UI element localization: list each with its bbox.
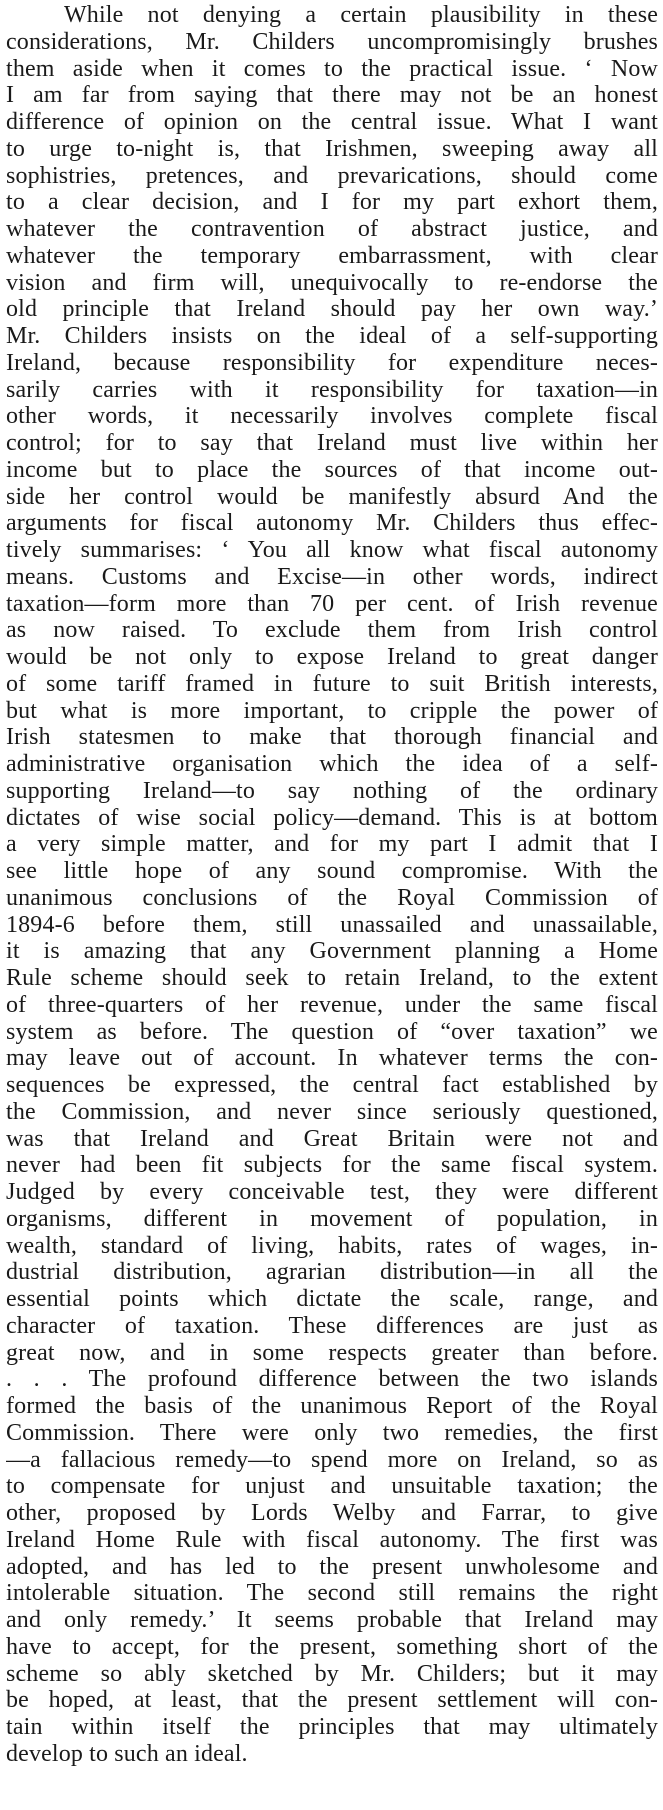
text-line: scheme so ably sketched by Mr. Childers; but it may [6, 1660, 658, 1687]
text-line: as now raised. To exclude them from Irish control [6, 617, 658, 644]
text-line: side her control would be manifestly absurd And the [6, 483, 658, 510]
text-line: essential points which dictate the scale, range, and [6, 1286, 658, 1312]
text-line: income but to place the sources of that income out- [6, 456, 658, 483]
text-line: see little hope of any sound compromise. With the [6, 858, 658, 884]
text-line: Mr. Childers insists on the ideal of a self-supporting [6, 323, 658, 349]
text-line: tively summarises: ‘ You all know what fiscal autonomy [6, 537, 658, 563]
text-line: system as before. The question of “over taxation” we [6, 1018, 658, 1045]
document-page [6, 0, 658, 1810]
text-line: whatever the contravention of abstract justice, and [6, 216, 658, 242]
text-line: control; for to say that Ireland must live within her [6, 430, 658, 456]
text-line: the Commission, and never since seriously questioned, [6, 1098, 658, 1125]
text-line: supporting Ireland—to say nothing of the ordinary [6, 777, 658, 804]
text-line: administrative organisation which the idea of a self- [6, 751, 658, 777]
text-line: —a fallacious remedy—to spend more on Ireland, so as [6, 1446, 658, 1473]
text-line: and only remedy.’ It seems probable that Ireland may [6, 1607, 658, 1633]
text-line: Irish statesmen to make that thorough financial and [6, 724, 658, 751]
text-line: dustrial distribution, agrarian distribution—in all the [6, 1259, 658, 1286]
text-line: Rule scheme should seek to retain Ireland, to the extent [6, 965, 658, 991]
text-line: . . . The profound difference between the two islands [6, 1366, 658, 1393]
text-line: difference of opinion on the central issue. What I want [6, 109, 658, 135]
text-line: to compensate for unjust and unsuitable taxation; the [6, 1473, 658, 1500]
text-line: have to accept, for the present, something short of the [6, 1633, 658, 1660]
text-line: Commission. There were only two remedies, the first [6, 1419, 658, 1446]
text-line: unanimous conclusions of the Royal Commission of [6, 884, 658, 911]
text-line: other words, it necessarily involves complete fiscal [6, 403, 658, 430]
text-line: considerations, Mr. Childers uncompromisingly brushes [6, 28, 658, 55]
text-line: great now, and in some respects greater than before. [6, 1339, 658, 1366]
text-line: vision and firm will, unequivocally to re-endorse the [6, 269, 658, 296]
text-line: tain within itself the principles that may ultimately [6, 1714, 658, 1740]
text-line: arguments for fiscal autonomy Mr. Childers thus effec- [6, 510, 658, 537]
text-line: Judged by every conceivable test, they were different [6, 1179, 658, 1205]
text-line: would be not only to expose Ireland to great danger [6, 644, 658, 670]
text-line: formed the basis of the unanimous Report of the Royal [6, 1393, 658, 1419]
text-line: be hoped, at least, that the present settlement will con- [6, 1687, 658, 1714]
text-line: means. Customs and Excise—in other words, indirect [6, 563, 658, 590]
text-line: adopted, and has led to the present unwholesome and [6, 1553, 658, 1580]
text-line: of three-quarters of her revenue, under the same fiscal [6, 991, 658, 1018]
text-line: to urge to-night is, that Irishmen, sweeping away all [6, 135, 658, 162]
text-line: develop to such an ideal. [6, 1740, 248, 1767]
text-line: I am far from saying that there may not be an honest [6, 82, 658, 109]
text-line: wealth, standard of living, habits, rates of wages, in- [6, 1232, 658, 1259]
text-line: 1894-6 before them, still unassailed and unassailable, [6, 911, 658, 938]
text-line: sequences be expressed, the central fact established by [6, 1072, 658, 1098]
text-line: to a clear decision, and I for my part exhort them, [6, 189, 658, 216]
text-line: While not denying a certain plausibility in these [64, 2, 658, 28]
text-line: whatever the temporary embarrassment, with clear [6, 242, 658, 269]
text-line: organisms, different in movement of population, in [6, 1205, 658, 1232]
text-line: was that Ireland and Great Britain were not and [6, 1125, 658, 1152]
text-line: dictates of wise social policy—demand. This is at bottom [6, 804, 658, 831]
text-line: other, proposed by Lords Welby and Farrar, to give [6, 1500, 658, 1526]
text-line: Ireland Home Rule with fiscal autonomy. The first was [6, 1526, 658, 1553]
text-line: of some tariff framed in future to suit British interests, [6, 670, 658, 697]
text-line: old principle that Ireland should pay her own way.’ [6, 296, 658, 323]
text-line: but what is more important, to cripple the power of [6, 697, 658, 724]
text-line: sarily carries with it responsibility for taxation—in [6, 376, 658, 403]
text-line: character of taxation. These differences are just as [6, 1312, 658, 1339]
text-line: sophistries, pretences, and prevarications, should come [6, 162, 658, 189]
text-line: them aside when it comes to the practical issue. ‘ Now [6, 55, 658, 82]
text-line: it is amazing that any Government planning a Home [6, 938, 658, 965]
text-line: may leave out of account. In whatever terms the con- [6, 1045, 658, 1072]
text-line: never had been fit subjects for the same fiscal system. [6, 1152, 658, 1179]
text-line: a very simple matter, and for my part I admit that I [6, 831, 658, 858]
text-line: Ireland, because responsibility for expenditure neces- [6, 349, 658, 376]
text-line: intolerable situation. The second still remains the right [6, 1580, 658, 1607]
text-line: taxation—form more than 70 per cent. of Irish revenue [6, 590, 658, 617]
